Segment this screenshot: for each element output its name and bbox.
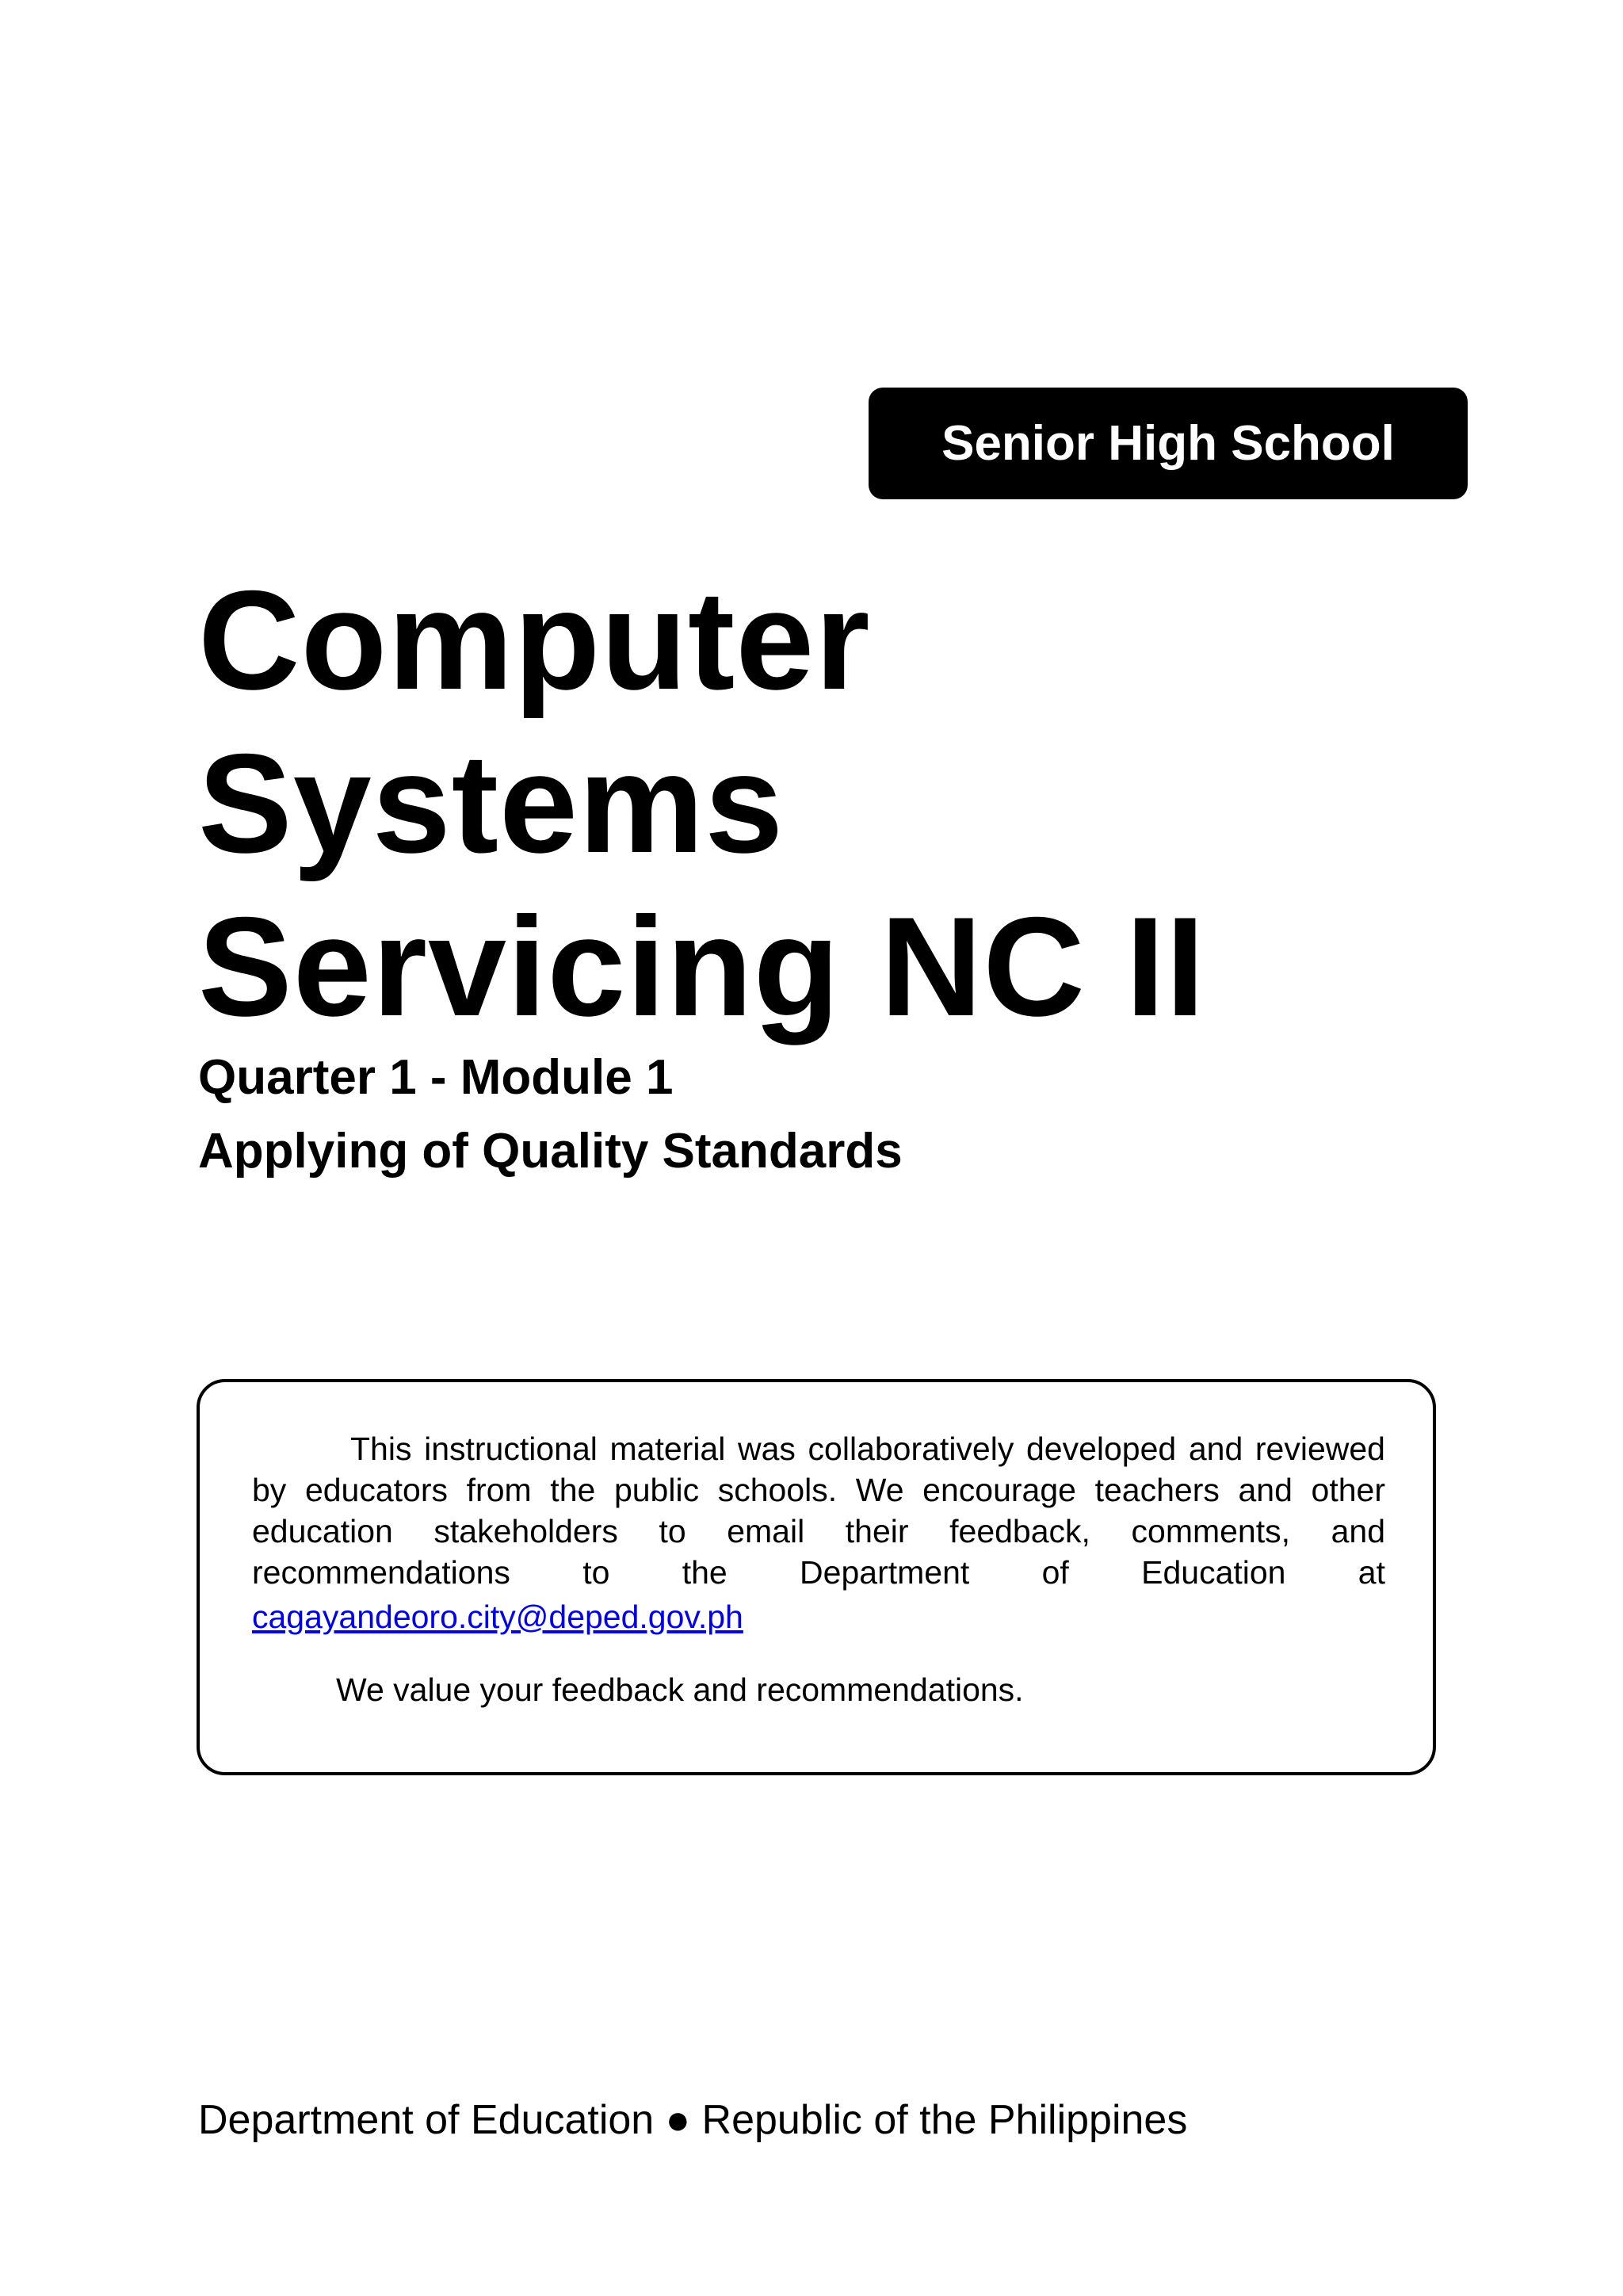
- notice-paragraph-block: [252, 1428, 1385, 1593]
- module-title: [198, 559, 1205, 1049]
- badge-label: Senior High School: [941, 416, 1395, 471]
- senior-high-school-badge: [869, 388, 1468, 499]
- footer-department: Department of Education ● Republic of the Philippines: [198, 2097, 1188, 2143]
- quarter-module-heading: Quarter 1 - Module 1: [198, 1050, 674, 1105]
- notice-paragraph: This instructional material was collaboratively developed and reviewed by educators from the public schools. We encourage teachers and other education stakeholders to email their feedback, comments, and recommendations to the Department of Education at: [252, 1431, 1385, 1591]
- feedback-note: We value your feedback and recommendations.: [336, 1671, 1024, 1708]
- title-line-2: Systems: [198, 724, 785, 882]
- topic-heading: Applying of Quality Standards: [198, 1124, 903, 1179]
- title-line-3: Servicing NC II: [198, 888, 1206, 1045]
- feedback-notice-box: [197, 1379, 1436, 1775]
- title-line-1: Computer: [198, 561, 871, 719]
- feedback-email-link[interactable]: cagayandeoro.city@deped.gov.ph: [252, 1599, 743, 1635]
